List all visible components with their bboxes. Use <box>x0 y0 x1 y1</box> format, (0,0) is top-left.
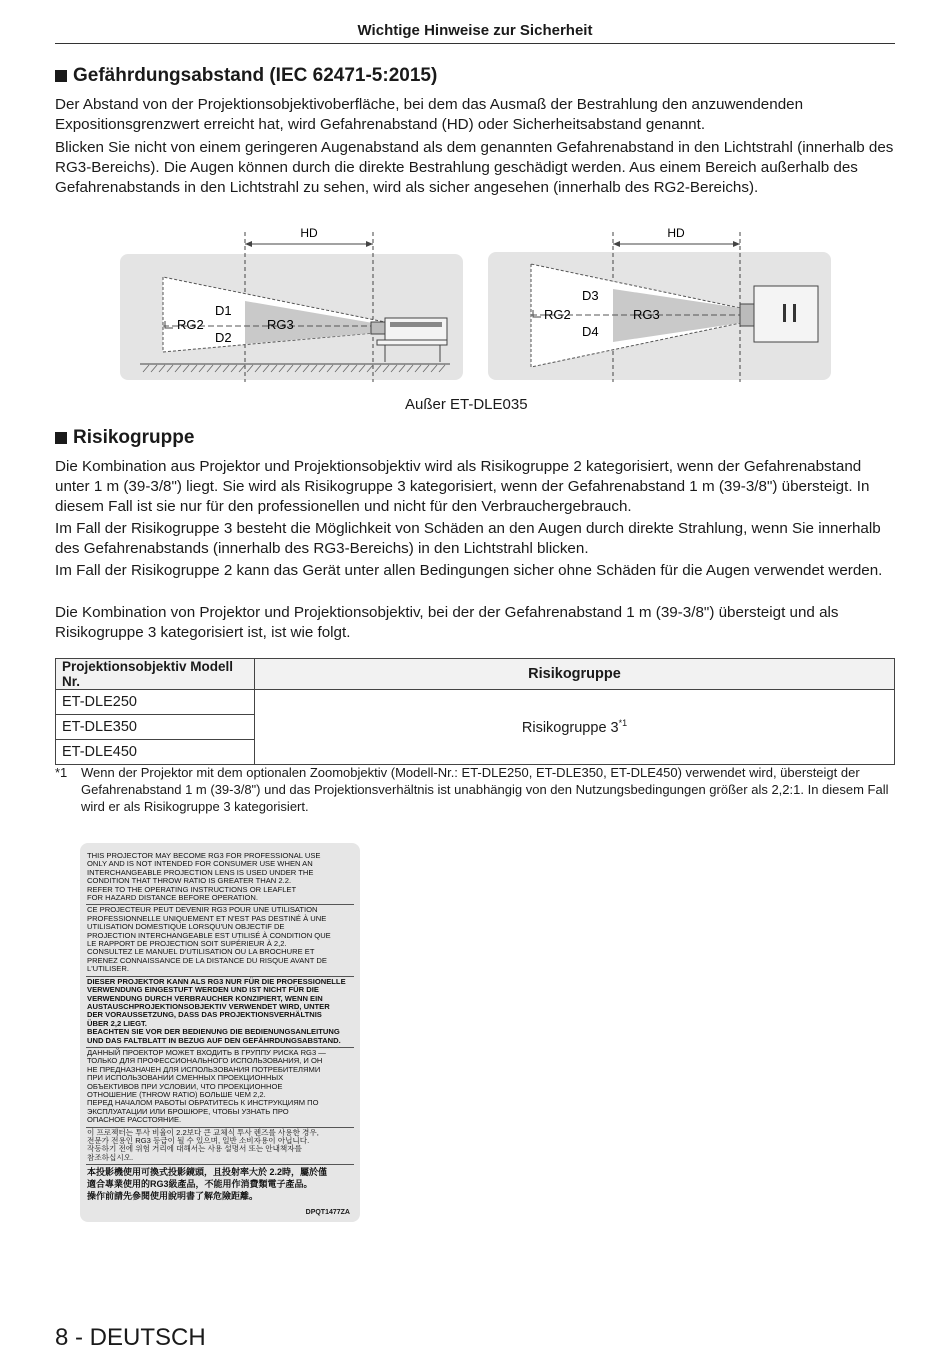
paragraph-rg2-safe: Im Fall der Risikogruppe 2 kann das Gerät unter allen Bedingungen sicher ohne Schäden für die Augen verwendet werden. <box>55 562 883 579</box>
paragraph-combination-intro: Die Kombination von Projektor und Projektionsobjektiv, bei der der Gefahrenabstand 1 m (39-3/8") übersteigt und als Risikogruppe 3 kategorisiert ist, ist wie folgt. <box>55 604 839 641</box>
square-bullet-icon <box>55 70 67 82</box>
hd-label: HD <box>667 226 685 240</box>
warning-label-korean: 이 프로젝터는 투사 비율이 2.2보다 큰 교체식 투사 렌즈를 사용한 경우, 전문가 전용인 RG3 등급이 될 수 있으며, 일반 소비자용이 아닙니다. 작동하기 전에 위험 거리에 대해서는 사용 설명서 또는 안내책자를 참조하십시오. <box>86 1128 354 1166</box>
rg3-warning-label <box>80 843 360 1222</box>
section-title-hazard-distance <box>55 65 437 87</box>
paragraph-risk-classification: Die Kombination aus Projektor und Projektionsobjektiv wird als Risikogruppe 2 kategorisiert, wenn der Gefahrenabstand unter 1 m (39-3/8") liegt. Sie wird als Risikogruppe 3 kategorisiert, wenn der Gefahrenabstand 1 m (39-3/8") übersteigt. In diesem Fall ist sie nur für den professionellen und nicht für den Verbrauchergebrauch. <box>55 458 870 515</box>
table-header-lens-model: Projektionsobjektiv Modell Nr. <box>56 659 255 690</box>
hazard-distance-top-diagram <box>483 222 835 384</box>
warning-label-french: CE PROJECTEUR PEUT DEVENIR RG3 POUR UNE UTILISATION PROFESSIONNELLE UNIQUEMENT ET N'EST PAS DESTINÉ À UNE UTILISATION DOMESTIQUE LORSQU'UN OBJECTIF DE PROJECTION INTERCHANGEABLE EST UTILISÉ À CONDITION QUE LE RAPPORT DE PROJECTION SOIT SUPÉRIEUR À 2,2. CONSULTEZ LE MANUEL D'UTILISATION OU LA BROCHURE ET PRENEZ CONNAISSANCE DE LA DISTANCE DU RISQUE AVANT DE L'UTILISER. <box>86 905 354 976</box>
risk-group-value: Risikogruppe 3 <box>521 719 619 736</box>
paragraph-hd-warning: Blicken Sie nicht von einem geringeren Augenabstand als dem genannten Gefahrenabstand in den Lichtstrahl (innerhalb des RG3-Bereichs). Die Augen können durch die direkte Bestrahlung geschädigt werden. Aus einem Bereich außerhalb des Gefahrenabstands in den Lichtstrahl zu sehen, wird als sicher angesehen (innerhalb des RG2-Bereichs). <box>55 139 894 196</box>
warning-label-chinese: 本投影機使用可換式投影鏡頭，且投射率大於 2.2時，屬於僅 適合專業使用的RG3級產品，不能用作消費類電子產品。 操作前請先參閱使用說明書了解危險距離。 <box>87 1167 328 1202</box>
warning-label-code: DPQT1477ZA <box>305 1209 350 1216</box>
warning-label-english: THIS PROJECTOR MAY BECOME RG3 FOR PROFESSIONAL USE ONLY AND IS NOT INTENDED FOR CONSUMER USE WHEN AN INTERCHANGEABLE PROJECTION LENS IS USED UNDER THE CONDITION THAT THROW RATIO IS GREATER THAN 2.2. REFER TO THE OPERATING INSTRUCTIONS OR LEAFLET FOR HAZARD DISTANCE BEFORE OPERATION. <box>86 851 354 905</box>
table-cell-model: ET-DLE250 <box>56 690 255 715</box>
diagram-caption: Außer ET-DLE035 <box>405 396 528 413</box>
table-cell-risk-group <box>255 690 895 765</box>
paragraph-hd-definition: Der Abstand von der Projektionsobjektivoberfläche, bei dem das Ausmaß der Bestrahlung den anzuwendenden Expositionsgrenzwert erreicht hat, wird Gefahrenabstand (HD) oder Sicherheitsabstand genannt. <box>55 96 804 133</box>
table-cell-model: ET-DLE350 <box>56 715 255 740</box>
section-title-text: Gefährdungsabstand (IEC 62471-5:2015) <box>73 65 438 86</box>
warning-label-text <box>86 851 354 1204</box>
hd-label: HD <box>300 226 318 240</box>
paragraph-rg3-danger: Im Fall der Risikogruppe 3 besteht die Möglichkeit von Schäden an den Augen durch direkte Strahlung, wenn Sie innerhalb des Gefahrenabstands (innerhalb des RG3-Bereichs) in den Lichtstrahl blicken. <box>55 520 881 557</box>
warning-label-russian: ДАННЫЙ ПРОЕКТОР МОЖЕТ ВХОДИТЬ В ГРУППУ РИСКА RG3 — ТОЛЬКО ДЛЯ ПРОФЕССИОНАЛЬНОГО ИСПОЛЬЗОВАНИЯ, И ОН НЕ ПРЕДНАЗНАЧЕН ДЛЯ ИСПОЛЬЗОВАНИЯ ПОТРЕБИТЕЛЯМИ ПРИ ИСПОЛЬЗОВАНИИ СМЕННЫХ ПРОЕКЦИОННЫХ ОБЪЕКТИВОВ ПРИ УСЛОВИИ, ЧТО ПРОЕКЦИОННОЕ ОТНОШЕНИЕ (THROW RATIO) БОЛЬШЕ ЧЕМ 2,2. ПЕРЕД НАЧАЛОМ РАБОТЫ ОБРАТИТЕСЬ К ИНСТРУКЦИЯМ ПО ЭКСПЛУАТАЦИИ ИЛИ БРОШЮРЕ, ЧТОБЫ УЗНАТЬ ПРО ОПАСНОЕ РАССТОЯНИЕ. <box>86 1048 354 1128</box>
page-number: 8 - DEUTSCH <box>55 1324 206 1351</box>
table-row <box>56 690 895 715</box>
table-header-risk-group: Risikogruppe <box>255 659 895 690</box>
risk-group-table <box>55 658 895 765</box>
d1-label: D1 <box>215 303 232 318</box>
footnote-ref: *1 <box>618 718 628 729</box>
rg2-label: RG2 <box>177 317 204 332</box>
warning-label-german: DIESER PROJEKTOR KANN ALS RG3 NUR FÜR DIE PROFESSIONELLE VERWENDUNG EINGESTUFT WERDEN UND IST NICHT FÜR DIE VERWENDUNG DURCH VERBRAUCHER KONZIPIERT, WENN EIN AUSTAUSCHPROJEKTIONSOBJEKTIV VERWENDET WIRD, UNTER DER VORAUSSETZUNG, DASS DAS PROJEKTIONSVERHÄLTNIS ÜBER 2,2 LIEGT. BEACHTEN SIE VOR DER BEDIENUNG DIE BEDIENUNGSANLEITUNG UND DAS FALTBLATT IN BEZUG AUF DEN GEFÄHRDUNGSABSTAND. <box>86 977 354 1048</box>
section-title-text: Risikogruppe <box>73 427 195 448</box>
d4-label: D4 <box>582 324 599 339</box>
rg3-label: RG3 <box>633 307 660 322</box>
d3-label: D3 <box>582 288 599 303</box>
section-title-risk-group <box>55 427 194 449</box>
d2-label: D2 <box>215 330 232 345</box>
running-header: Wichtige Hinweise zur Sicherheit <box>55 22 895 44</box>
table-header-row <box>56 659 895 690</box>
hazard-distance-side-diagram <box>115 222 467 384</box>
table-cell-model: ET-DLE450 <box>56 740 255 765</box>
rg2-label: RG2 <box>544 307 571 322</box>
rg3-label: RG3 <box>267 317 294 332</box>
footnote-text: Wenn der Projektor mit dem optionalen Zoomobjektiv (Modell-Nr.: ET-DLE250, ET-DLE350, ET-DLE450) verwendet wird, übersteigt der Gefahrenabstand 1 m (39-3/8") und das Projektionsverhältnis ist unabhängig von den Nutzungsbedingungen größer als 2,2:1. In diesem Fall wird er als Risikogruppe 3 kategorisiert. <box>81 765 889 814</box>
footnote <box>55 764 900 815</box>
footnote-mark: *1 <box>55 765 68 780</box>
square-bullet-icon <box>55 432 67 444</box>
